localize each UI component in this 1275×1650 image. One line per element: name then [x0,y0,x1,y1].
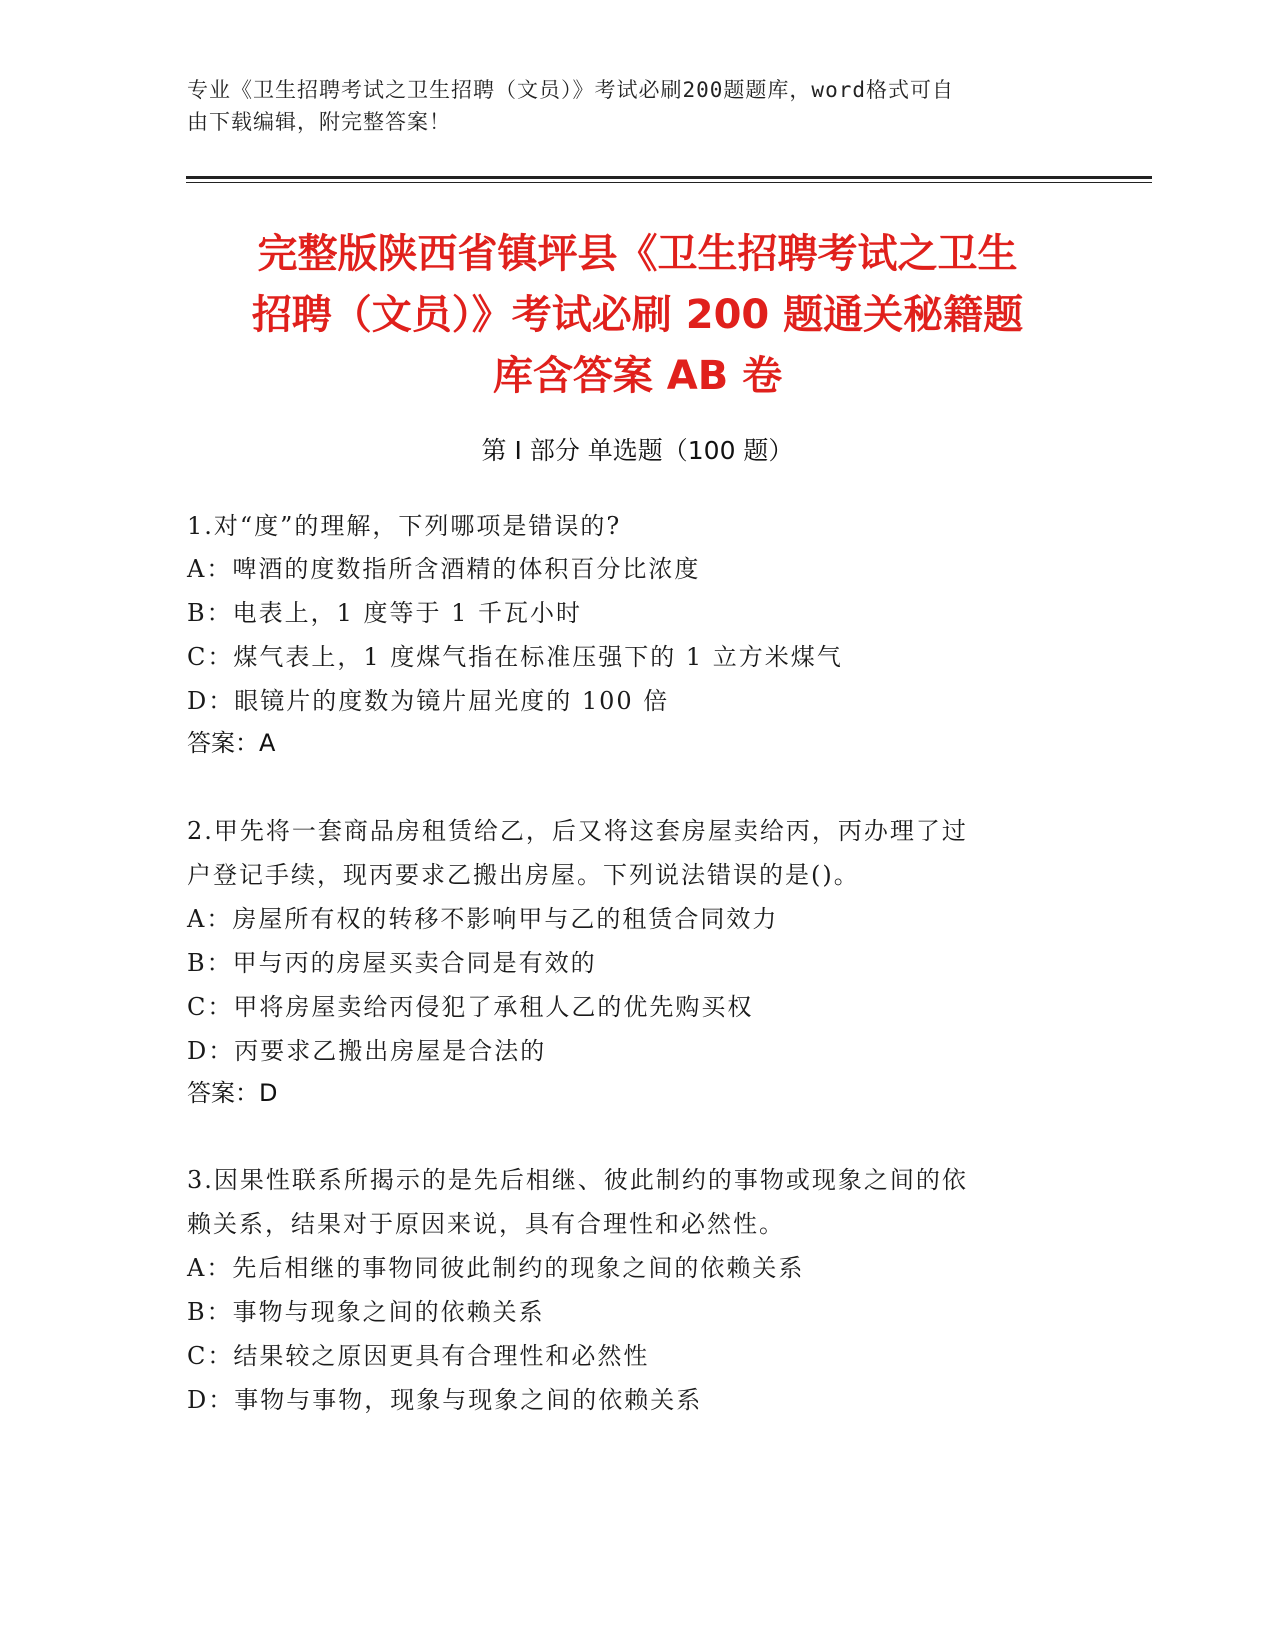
document-title-line-3: 库含答案 AB 卷 [492,353,783,399]
document-title-line-2: 招聘（文员）》考试必刷 200 题通关秘籍题 [251,292,1024,338]
section-title: 第 I 部分 单选题（100 题） [481,436,794,465]
question-3-stem-line-1: 3.因果性联系所揭示的是先后相继、彼此制约的事物或现象之间的依 [187,1166,968,1194]
question-3-option-a: A：先后相继的事物同彼此制约的现象之间的依赖关系 [187,1254,805,1282]
question-1-option-a: A：啤酒的度数指所含酒精的体积百分比浓度 [187,555,701,583]
question-1-answer: 答案：A [187,729,276,757]
question-2-option-a: A：房屋所有权的转移不影响甲与乙的租赁合同效力 [187,905,779,933]
question-3-option-b: B：事物与现象之间的依赖关系 [187,1298,545,1326]
question-2-option-c: C：甲将房屋卖给丙侵犯了承租人乙的优先购买权 [187,993,754,1021]
question-3-stem-line-2: 赖关系，结果对于原因来说，具有合理性和必然性。 [187,1210,785,1238]
question-1-option-b: B：电表上，1 度等于 1 千瓦小时 [187,599,583,627]
header-note [187,74,1087,138]
question-2-answer: 答案：D [187,1079,278,1107]
header-note-line-2: 由下载编辑，附完整答案！ [187,110,451,134]
header-divider-thick [186,176,1152,179]
header-note-line-1: 专业《卫生招聘考试之卫生招聘（文员）》考试必刷200题题库，word格式可自 [187,78,954,102]
header-divider-thin [186,182,1152,183]
document-title [150,224,1125,407]
question-2-stem-line-1: 2.甲先将一套商品房租赁给乙，后又将这套房屋卖给丙，丙办理了过 [187,817,968,845]
question-3-option-c: C：结果较之原因更具有合理性和必然性 [187,1342,650,1370]
question-3-option-d: D：事物与事物，现象与现象之间的依赖关系 [187,1386,703,1414]
question-2-option-d: D：丙要求乙搬出房屋是合法的 [187,1037,547,1065]
document-title-line-1: 完整版陕西省镇坪县《卫生招聘考试之卫生 [257,231,1018,277]
question-1-option-d: D：眼镜片的度数为镜片屈光度的 100 倍 [187,687,670,715]
question-1-option-c: C：煤气表上，1 度煤气指在标准压强下的 1 立方米煤气 [187,643,843,671]
question-2-option-b: B：甲与丙的房屋买卖合同是有效的 [187,949,597,977]
question-2-stem-line-2: 户登记手续，现丙要求乙搬出房屋。下列说法错误的是()。 [187,861,860,889]
question-1-stem: 1.对“度”的理解，下列哪项是错误的? [187,512,622,540]
